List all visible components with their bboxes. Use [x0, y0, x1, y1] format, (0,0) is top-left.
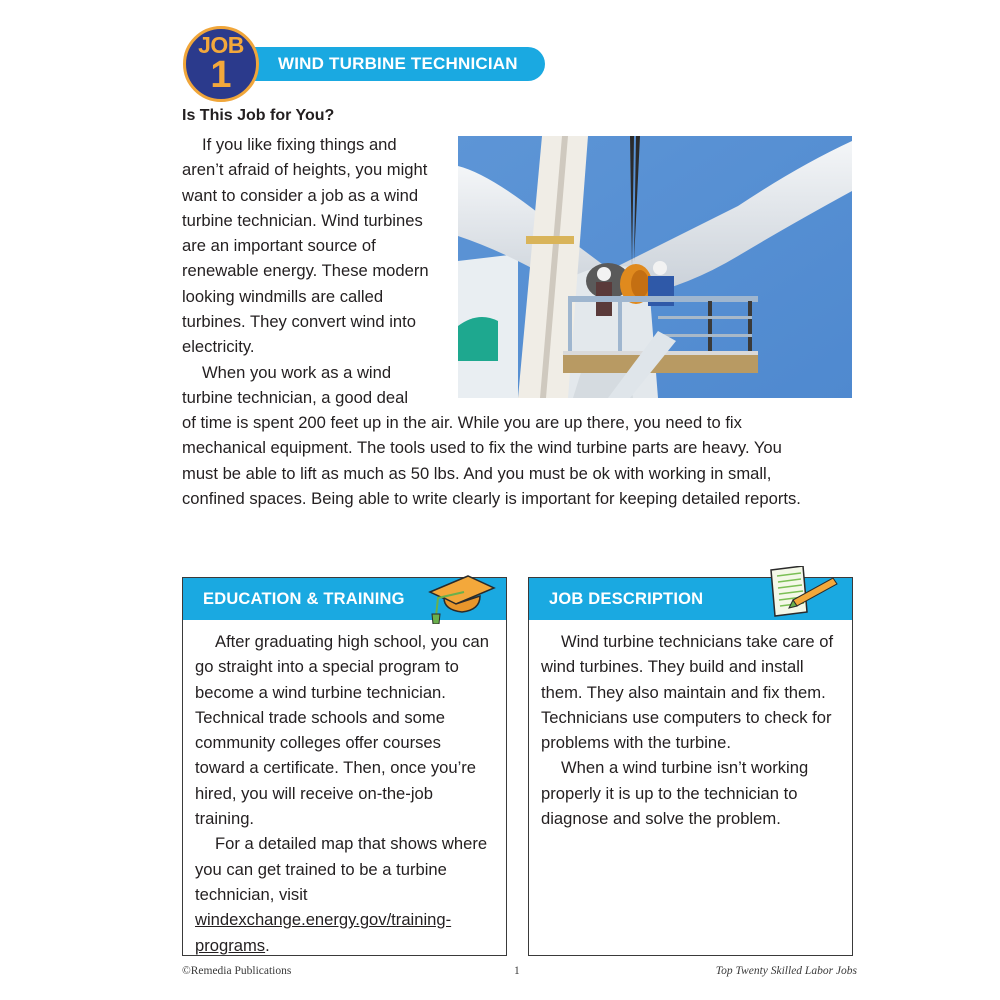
- paragraph-suffix: .: [265, 935, 270, 955]
- text-line: turbine technician. Wind turbines: [182, 210, 423, 230]
- intro-column-text: [182, 132, 457, 410]
- text-line: When you work as a wind: [202, 362, 392, 382]
- education-training-card: [182, 577, 507, 956]
- text-line: want to consider a job as a wind: [182, 185, 419, 205]
- text-line: turbine technician, a good deal: [182, 387, 409, 407]
- footer-book-title: Top Twenty Skilled Labor Jobs: [715, 965, 857, 977]
- job-number-badge: [183, 26, 259, 102]
- text-line: electricity.: [182, 337, 255, 357]
- text-line: mechanical equipment. The tools used to fix the wind turbine parts are heavy. You: [182, 438, 782, 458]
- footer-publisher: ©Remedia Publications: [182, 965, 292, 977]
- card-header: JOB DESCRIPTION: [529, 578, 852, 620]
- description-paragraph: Wind turbine technicians take care of wind turbines. They build and install them. They also maintain and fix them. Technicians use computers to check for problems with the turbine.: [541, 632, 834, 753]
- page-title: WIND TURBINE TECHNICIAN: [278, 54, 518, 73]
- badge-number: 1: [210, 54, 232, 96]
- training-programs-link[interactable]: windexchange.energy.gov/training-programs: [195, 910, 452, 955]
- title-banner: [232, 47, 545, 81]
- wind-turbine-photo: [458, 136, 852, 398]
- text-line: are an important source of: [182, 236, 376, 256]
- text-line: turbines. They convert wind into: [182, 312, 416, 332]
- section-heading: Is This Job for You?: [182, 107, 335, 124]
- notepad-pencil-icon: [763, 566, 841, 618]
- intro-full-text: [182, 410, 842, 511]
- text-line: If you like fixing things and: [202, 135, 397, 154]
- paragraph-text: For a detailed map that shows where you can get trained to be a turbine technician, visit: [195, 834, 488, 904]
- job-description-card: [528, 577, 853, 956]
- text-line: of time is spent 200 feet up in the air. While you are up there, you need to fix: [182, 413, 742, 432]
- text-line: confined spaces. Being able to write clearly is important for keeping detailed reports.: [182, 488, 801, 508]
- education-paragraph: [195, 831, 494, 957]
- graduation-cap-icon: [420, 570, 496, 624]
- text-line: must be able to lift as much as 50 lbs. And you must be ok with working in small,: [182, 463, 772, 483]
- text-line: looking windmills are called: [182, 286, 384, 306]
- page-number: 1: [514, 965, 520, 977]
- education-paragraph: After graduating high school, you can go straight into a special program to become a wind turbine technician. Technical trade schools and some community colleges offer courses toward a certificate. Then, once you’re hired, you will receive on-the-job training.: [195, 632, 489, 829]
- description-paragraph: When a wind turbine isn’t working properly it is up to the technician to diagnose and solve the problem.: [541, 758, 809, 829]
- badge-word: JOB: [198, 32, 244, 58]
- text-line: renewable energy. These modern: [182, 261, 429, 281]
- text-line: aren’t afraid of heights, you might: [182, 160, 428, 180]
- card-header: EDUCATION & TRAINING: [183, 578, 506, 620]
